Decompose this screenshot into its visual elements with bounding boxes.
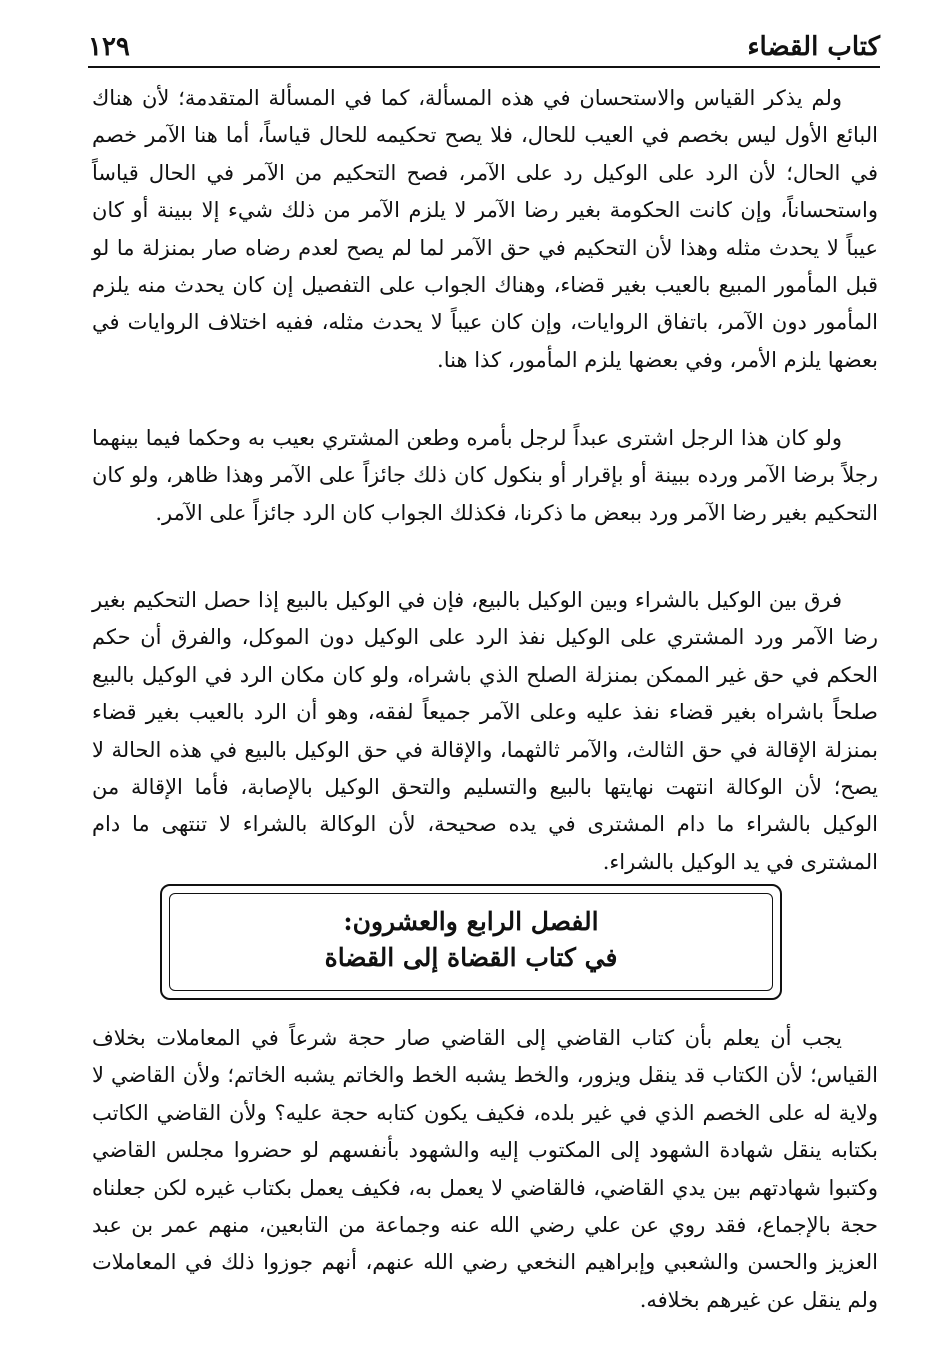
chapter-heading-box — [160, 884, 782, 1000]
page-header — [88, 22, 880, 68]
chapter-number-line: الفصل الرابع والعشرون: — [343, 907, 599, 936]
chapter-title-line: في كتاب القضاة إلى القضاة — [324, 943, 618, 972]
paragraph-3-text: فرق بين الوكيل بالشراء وبين الوكيل بالبيع، فإن في الوكيل بالبيع إذا حصل التحكيم بغير رضا الآمر ورد المشتري على الوكيل نفذ الرد على الوكيل دون الموكل، والفرق أن حكم الحكم في حق غير الممكن بمنزلة الصلح الذي باشراه، ولو كان مكان الرد في الوكيل بالبيع صلحاً باشراه بغير قضاء نفذ عليه وعلى الآمر جميعاً لفقه، وهو أن الرد بالعيب بغير قضاء بمنزلة الإقالة في حق الثالث، والآمر ثالثهما، والإقالة في حق الوكيل بالبيع في هذه الحالة لا يصح؛ لأن الوكالة انتهت نهايتها بالبيع والتسليم والتحق الوكيل بالإصابة، فأما الإقالة من الوكيل بالشراء ما دام المشترى في يده صحيحة، لأن الوكالة بالشراء لا تنتهى ما دام المشترى في يد الوكيل بالشراء. — [92, 588, 878, 874]
paragraph-4 — [92, 1020, 878, 1319]
paragraph-1 — [92, 80, 878, 379]
page-number: ١٢٩ — [88, 32, 130, 62]
paragraph-2-text: ولو كان هذا الرجل اشترى عبداً لرجل بأمره وطعن المشتري بعيب به وحكما فيما بينهما رجلاً برضا الآمر ورده ببينة أو بإقرار أو بنكول كان ذلك جائزاً على الآمر وهذا ظاهر، ولو كان التحكيم بغير رضا الآمر ورد ببعض ما ذكرنا، فكذلك الجواب كان الرد جائزاً على الآمر. — [92, 426, 878, 525]
chapter-heading — [162, 904, 780, 976]
book-title: كتاب القضاء — [747, 32, 880, 62]
header-divider — [88, 66, 880, 68]
paragraph-2 — [92, 420, 878, 532]
paragraph-4-text: يجب أن يعلم بأن كتاب القاضي إلى القاضي صار حجة شرعاً في المعاملات بخلاف القياس؛ لأن الكتاب قد ينقل ويزور، والخط يشبه الخط والخاتم يشبه الخاتم؛ ولأن القاضي لا ولاية له على الخصم الذي في غير بلده، فكيف يكون كتابه حجة عليه؟ ولأن القاضي الكاتب بكتابه ينقل شهادة الشهود إلى المكتوب إليه والشهود بأنفسهم لو حضروا مجلس القاضي وكتبوا شهادتهم بين يدي القاضي، فالقاضي لا يعمل به، فكيف يعمل بكتاب غيره لكن جعلناه حجة بالإجماع، فقد روي عن علي رضي الله عنه وجماعة من التابعين، منهم عمر بن عبد العزيز والحسن والشعبي وإبراهيم النخعي رضي الله عنهم، أنهم جوزوا ذلك في المعاملات ولم ينقل عن غيرهم بخلافه. — [92, 1026, 879, 1312]
paragraph-1-text: ولم يذكر القياس والاستحسان في هذه المسألة، كما في المسألة المتقدمة؛ لأن هناك البائع الأول ليس بخصم في العيب للحال، فلا يصح تحكيمه للحال قياساً، أما هنا الآمر خصم في الحال؛ لأن الرد على الوكيل رد على الآمر، فصح التحكيم من الآمر في الحال قياساً واستحساناً، وإن كانت الحكومة بغير رضا الآمر لا يلزم الآمر من ذلك شيء إلا ببينة أو كان عيباً لا يحدث مثله وهذا لأن التحكيم في حق الآمر لما لم يصح لعدم رضاه صار بمنزلة ما لو قبل المأمور المبيع بالعيب بغير قضاء، وهناك الجواب على التفصيل إن كان يحدث منه يلزم المأمور دون الآمر، باتفاق الروايات، وإن كان عيباً لا يحدث مثله، ففيه اختلاف الروايات في بعضها يلزم الأمر، وفي بعضها يلزم المأمور، كذا هنا. — [92, 86, 878, 372]
paragraph-3 — [92, 582, 878, 881]
